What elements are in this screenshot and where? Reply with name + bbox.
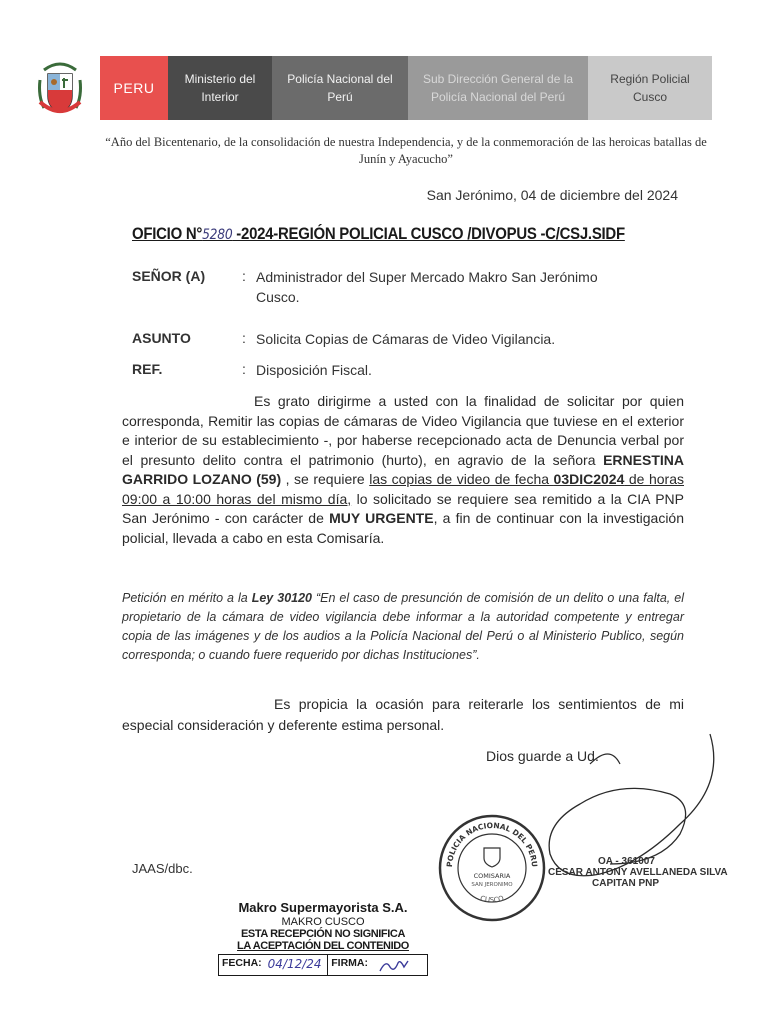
header-region: Región Policial Cusco (588, 56, 712, 120)
agraviada-name: ERNESTINA GARRIDO LOZANO (59) (122, 451, 684, 487)
stamp-fields (218, 954, 428, 976)
stamp-fecha-label: FECHA: (222, 957, 262, 969)
asunto-label: ASUNTO (132, 330, 191, 346)
seal-center-2: SAN JERONIMO (471, 882, 513, 888)
stamp-branch: MAKRO CUSCO (281, 916, 365, 928)
signature-name: CESAR ANTONY AVELLANEDA SILVA (548, 867, 728, 878)
body-underline-2: de horas 09:00 a 10:00 horas del mismo día, (122, 471, 684, 507)
body-paragraph (122, 392, 684, 548)
oficio-suffix: -2024-REGIÓN POLICIAL CUSCO /DIVOPUS -C/CSJ.SIDF (232, 224, 625, 243)
stamp-line2: LA ACEPTACIÓN DEL CONTENIDO (237, 940, 409, 952)
header-ministerio: Ministerio del Interior (168, 56, 272, 120)
signature-rank: CAPITAN PNP (592, 878, 660, 889)
place-date: San Jerónimo, 04 de diciembre del 2024 (426, 187, 678, 203)
ref-label: REF. (132, 361, 163, 377)
ref-colon: : (242, 361, 246, 377)
stamp-firma-label: FIRMA: (327, 955, 371, 975)
stamp-fecha-value: 04/12/24 (267, 957, 322, 971)
body-text-2: , se requiere (281, 471, 370, 487)
oficio-title (132, 224, 625, 244)
asunto-value: Solicita Copias de Cámaras de Video Vigilancia. (256, 331, 556, 347)
senor-value-line2: Cusco. (256, 289, 300, 305)
stamp-firma-area (371, 955, 427, 975)
oficio-prefix: OFICIO N° (132, 224, 203, 243)
senor-colon: : (242, 268, 246, 284)
body-underline-1: las copias de video de fecha (369, 471, 554, 487)
oficio-number: 5280 (202, 227, 233, 243)
institution-header (100, 56, 712, 120)
stamp-line1: ESTA RECEPCIÓN NO SIGNIFICA (241, 928, 405, 940)
senor-value (256, 267, 686, 307)
senor-label: SEÑOR (A) (132, 268, 206, 284)
stamp-company: Makro Supermayorista S.A. (238, 900, 408, 915)
seal-top-text: POLICIA NACIONAL DEL PERU (444, 820, 540, 868)
ref-value: Disposición Fiscal. (256, 362, 372, 378)
law-prefix: Petición en mérito a la (122, 591, 252, 605)
senor-value-line1: Administrador del Super Mercado Makro San Jerónimo (256, 269, 598, 285)
law-text: “En el caso de presunción de comisión de un delito o una falta, el propietario de la cámara de video vigilancia debe informar a la autoridad competente y entregar copia de las imágenes y de los audios a la Policía Nacional del Perú o al Ministerio Publico, según corresponda; o cuando fuere requerido por dichas Instituciones”. (122, 591, 684, 662)
seal-bottom-text: CUSCO (479, 894, 505, 905)
body-text-3: lo solicitado se requiere sea remitido a la CIA PNP San Jerónimo - con carácter de (122, 490, 684, 526)
reception-stamp (218, 900, 428, 976)
signature-cip: OA - 361007 (598, 856, 655, 867)
asunto-colon: : (242, 330, 246, 346)
header-peru: PERU (100, 56, 168, 120)
peru-coat-of-arms-icon (34, 56, 86, 120)
signature-block (548, 856, 728, 889)
law-citation (122, 589, 684, 665)
body-text-1: Es grato dirigirme a usted con la finalidad de solicitar por quien corresponda, Remitir las copias de cámaras de Video Vigilancia que tuviese en el exterior e interior de su establecimiento -, por haberse recepcionado acta de Denuncia verbal por el presunto delito contra el patrimonio (hurto), en agravio de la señora (122, 393, 684, 468)
year-quote: “Año del Bicentenario, de la consolidación de nuestra Independencia, y de la conmemoración de las heroicas batallas de Junín y Ayacucho” (105, 135, 707, 166)
svg-text:CUSCO (479, 894, 505, 904)
closing-text: Es propicia la ocasión para reiterarle los sentimientos de mi especial consideración y deferente estima personal. (122, 696, 684, 733)
police-seal-icon (436, 812, 548, 924)
handwritten-signature-icon (374, 957, 424, 973)
incident-date: 03DIC2024 (553, 471, 625, 487)
law-number: Ley 30120 (251, 591, 313, 605)
body-text-4: , a fin de continuar con la investigación policial, llevada a cabo en esta Comisaría. (122, 510, 684, 546)
typist-initials: JAAS/dbc. (132, 861, 193, 876)
header-subdireccion: Sub Dirección General de la Policía Nacional del Perú (408, 56, 588, 120)
seal-center-1: COMISARIA (473, 872, 511, 880)
urgency-label: MUY URGENTE (329, 510, 434, 526)
header-policia: Policía Nacional del Perú (272, 56, 408, 120)
farewell: Dios guarde a Ud. (486, 748, 599, 764)
